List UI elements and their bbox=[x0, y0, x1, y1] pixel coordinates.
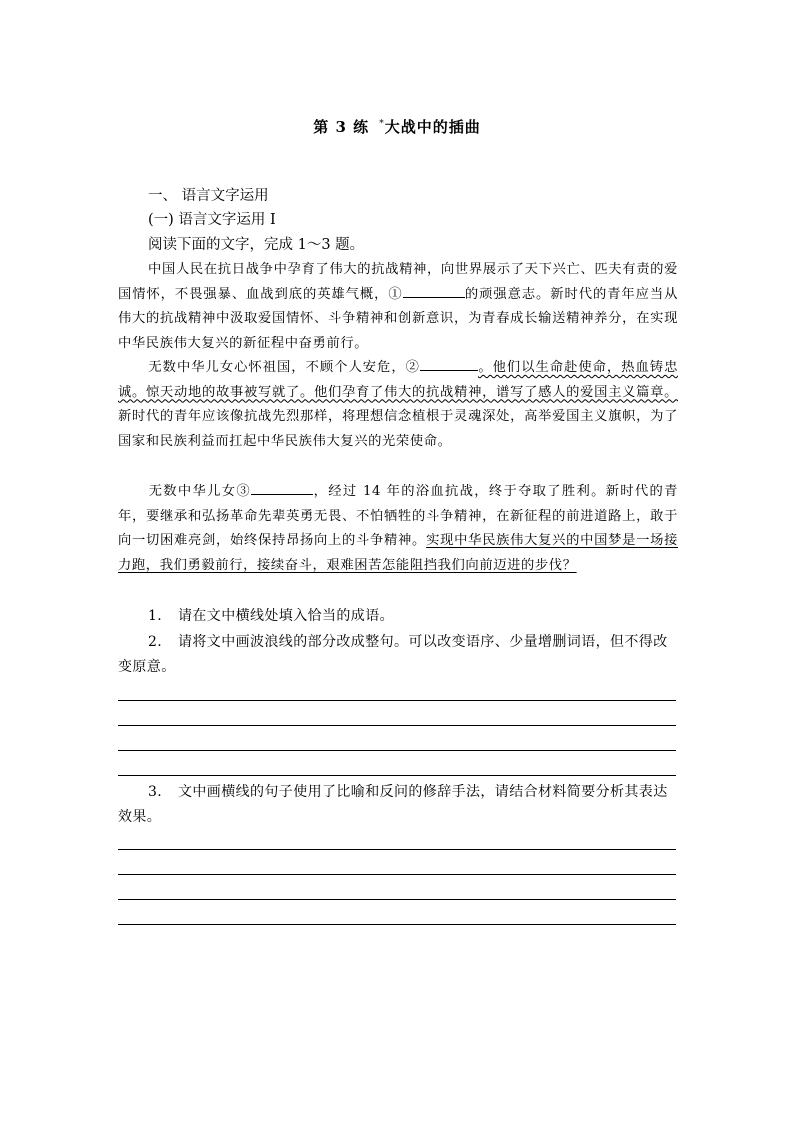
p2-text-a: 无数中华儿女心怀祖国，不顾个人安危，② bbox=[148, 360, 420, 375]
question-1-number: 1. bbox=[148, 608, 163, 624]
section-instruction: 阅读下面的文字，完成 1～3 题。 bbox=[148, 237, 365, 253]
answer-line[interactable] bbox=[118, 849, 676, 850]
question-2 bbox=[118, 630, 678, 680]
title-main: 第 3 练 bbox=[313, 118, 370, 136]
passage-paragraph-2 bbox=[118, 356, 678, 454]
title-sub: 大战中的插曲 bbox=[384, 118, 481, 136]
p3-underlined-text: 实现中华民族伟大复兴的中国梦是一场接力跑，我们勇毅前行，接续奋斗，艰难困苦怎能阻挡我们向前迈进的步伐？ bbox=[118, 533, 678, 573]
passage-paragraph-3 bbox=[118, 480, 678, 578]
answer-blank-1[interactable] bbox=[403, 283, 465, 298]
answer-line[interactable] bbox=[118, 700, 676, 701]
section-subheading: (一) 语言文字运用 Ⅰ bbox=[148, 212, 276, 228]
p2-text-b: 新时代的青年应该像抗战先烈那样，将理想信念植根于灵魂深处，高举爱国主义旗帜，为了国家和民族利益而扛起中华民族伟大复兴的光荣使命。 bbox=[118, 409, 678, 449]
p1-text-b: 的顽强意志。新时代的青年应当从伟大的抗战精神中汲取爱国情怀、斗争精神和创新意识，为青春成长输送精神养分，在实现中华民族伟大复兴的新征程中奋勇前行。 bbox=[118, 286, 679, 351]
answer-line[interactable] bbox=[118, 899, 676, 900]
question-1-text: 请在文中横线处填入恰当的成语。 bbox=[178, 608, 394, 624]
answer-line[interactable] bbox=[118, 750, 676, 751]
page-title bbox=[0, 116, 794, 137]
section-heading: 一、 语言文字运用 bbox=[148, 188, 269, 204]
answer-line[interactable] bbox=[118, 924, 676, 925]
question-2-number: 2. bbox=[148, 634, 163, 650]
answer-blank-3[interactable] bbox=[251, 480, 313, 495]
title-mark: * bbox=[379, 119, 385, 129]
question-1 bbox=[118, 604, 678, 629]
question-3-number: 3. bbox=[148, 784, 163, 800]
answer-line[interactable] bbox=[118, 874, 676, 875]
question-3 bbox=[118, 780, 678, 830]
p2-wavy-text: 。他们以生命赴使命，热血铸忠诚。惊天动地的故事被写就了。他们孕育了伟大的抗战精神，谱写了感人的爱国主义篇章。 bbox=[118, 360, 678, 400]
answer-blank-2[interactable] bbox=[420, 356, 478, 371]
p1-text-a: 中国人民在抗日战争中孕育了伟大的抗战精神，向世界展示了天下兴亡、匹夫有责的爱国情怀，不畏强暴、血战到底的英雄气概，① bbox=[118, 262, 678, 302]
question-2-text: 请将文中画波浪线的部分改成整句。可以改变语序、少量增删词语，但不得改变原意。 bbox=[118, 634, 668, 675]
passage-paragraph-1 bbox=[118, 258, 678, 356]
question-3-text: 文中画横线的句子使用了比喻和反问的修辞手法，请结合材料简要分析其表达效果。 bbox=[118, 784, 668, 825]
p3-text-a: 无数中华儿女③ bbox=[148, 484, 251, 499]
p3-text-b: ，经过 14 年的浴血抗战，终于夺取了胜利。新时代的青年，要继承和弘扬革命先辈英勇无畏、不怕牺牲的斗争精神，在新征程的前进道路上，敢于向一切困难亮剑，始终保持昂扬向上的斗争精神。 bbox=[118, 484, 678, 549]
answer-line[interactable] bbox=[118, 775, 676, 776]
answer-line[interactable] bbox=[118, 725, 676, 726]
